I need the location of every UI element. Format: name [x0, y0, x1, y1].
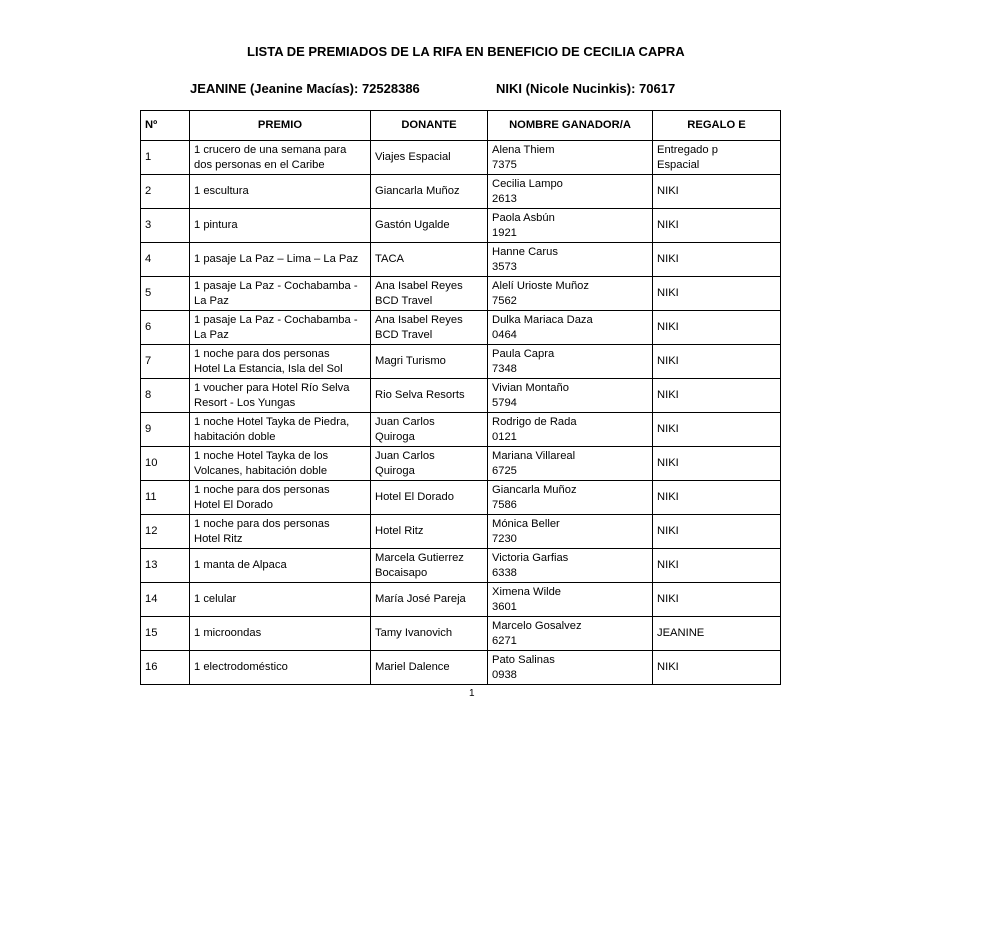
- header-no: Nº: [141, 111, 190, 141]
- cell-ganador-line: Hanne Carus: [492, 245, 558, 258]
- cell-ganador: [488, 515, 653, 549]
- cell-premio: [190, 311, 371, 345]
- cell-premio-line: 1 noche para dos personas: [194, 347, 330, 360]
- cell-regalo: [653, 549, 781, 583]
- cell-premio: [190, 345, 371, 379]
- header-premio: PREMIO: [190, 111, 371, 141]
- cell-ganador-line: Victoria Garfias: [492, 551, 569, 564]
- cell-premio-line: 1 manta de Alpaca: [194, 559, 287, 571]
- cell-ganador: [488, 345, 653, 379]
- cell-no: 14: [141, 583, 190, 617]
- cell-regalo-line: Espacial: [657, 158, 700, 171]
- table-row: [141, 345, 781, 379]
- prize-table: [140, 110, 781, 685]
- cell-donante-line: Hotel Ritz: [375, 525, 424, 537]
- cell-ganador-line: Marcelo Gosalvez: [492, 619, 582, 632]
- cell-donante-line: Ana Isabel Reyes: [375, 279, 463, 292]
- cell-ganador-line: 7586: [492, 498, 517, 511]
- cell-donante: [371, 447, 488, 481]
- table-header-row: [141, 111, 781, 141]
- cell-regalo-line: NIKI: [657, 185, 679, 197]
- table-row: [141, 651, 781, 685]
- cell-regalo: [653, 379, 781, 413]
- cell-no: 7: [141, 345, 190, 379]
- cell-no: 10: [141, 447, 190, 481]
- cell-ganador-line: Rodrigo de Rada: [492, 415, 577, 428]
- cell-no: 9: [141, 413, 190, 447]
- cell-no: 6: [141, 311, 190, 345]
- cell-premio-line: 1 crucero de una semana para: [194, 143, 347, 156]
- cell-donante: [371, 277, 488, 311]
- contact-jeanine: JEANINE (Jeanine Macías): 72528386: [190, 81, 420, 96]
- cell-regalo: [653, 311, 781, 345]
- table-row: [141, 379, 781, 413]
- cell-premio-line: La Paz: [194, 328, 229, 341]
- cell-premio-line: habitación doble: [194, 430, 276, 443]
- cell-premio-line: 1 escultura: [194, 185, 249, 197]
- cell-premio: [190, 243, 371, 277]
- cell-donante-line: Juan Carlos: [375, 449, 435, 462]
- cell-premio: [190, 583, 371, 617]
- cell-donante-line: Magri Turismo: [375, 355, 446, 367]
- cell-ganador-line: 7348: [492, 362, 517, 375]
- cell-donante: [371, 209, 488, 243]
- cell-donante-line: Tamy Ivanovich: [375, 627, 453, 639]
- cell-premio: [190, 379, 371, 413]
- cell-donante-line: BCD Travel: [375, 294, 433, 307]
- header-ganador: NOMBRE GANADOR/A: [488, 111, 653, 141]
- cell-ganador-line: Vivian Montaño: [492, 381, 569, 394]
- cell-regalo-line: NIKI: [657, 219, 679, 231]
- cell-donante-line: BCD Travel: [375, 328, 433, 341]
- cell-donante-line: Giancarla Muñoz: [375, 185, 460, 197]
- cell-premio: [190, 481, 371, 515]
- table-row: [141, 515, 781, 549]
- cell-donante: [371, 345, 488, 379]
- cell-ganador: [488, 413, 653, 447]
- cell-donante: [371, 549, 488, 583]
- table-row: [141, 243, 781, 277]
- cell-donante-line: Quiroga: [375, 430, 415, 443]
- cell-regalo: [653, 413, 781, 447]
- cell-regalo: [653, 277, 781, 311]
- cell-premio-line: 1 noche Hotel Tayka de los: [194, 449, 329, 462]
- cell-ganador: [488, 617, 653, 651]
- page-title: LISTA DE PREMIADOS DE LA RIFA EN BENEFICIO DE CECILIA CAPRA: [247, 44, 685, 59]
- cell-premio: [190, 413, 371, 447]
- cell-no: 13: [141, 549, 190, 583]
- cell-no: 4: [141, 243, 190, 277]
- cell-no: 2: [141, 175, 190, 209]
- cell-regalo-line: NIKI: [657, 287, 679, 299]
- cell-ganador: [488, 311, 653, 345]
- cell-ganador: [488, 243, 653, 277]
- cell-premio-line: 1 voucher para Hotel Río Selva: [194, 381, 350, 394]
- cell-regalo: [653, 583, 781, 617]
- cell-no: 11: [141, 481, 190, 515]
- cell-premio-line: Resort - Los Yungas: [194, 396, 296, 409]
- cell-ganador-line: 3573: [492, 260, 517, 273]
- cell-premio-line: dos personas en el Caribe: [194, 158, 325, 171]
- cell-regalo-line: NIKI: [657, 525, 679, 537]
- cell-regalo: [653, 651, 781, 685]
- cell-ganador-line: Paula Capra: [492, 347, 555, 360]
- cell-ganador: [488, 549, 653, 583]
- cell-premio: [190, 447, 371, 481]
- cell-donante-line: Ana Isabel Reyes: [375, 313, 463, 326]
- cell-premio-line: 1 microondas: [194, 627, 262, 639]
- cell-no: 16: [141, 651, 190, 685]
- cell-ganador-line: 1921: [492, 226, 517, 239]
- cell-premio-line: 1 noche Hotel Tayka de Piedra,: [194, 415, 350, 428]
- cell-regalo: [653, 141, 781, 175]
- cell-ganador-line: 7562: [492, 294, 517, 307]
- cell-donante-line: TACA: [375, 253, 405, 265]
- cell-premio: [190, 209, 371, 243]
- cell-regalo: [653, 243, 781, 277]
- cell-premio-line: 1 electrodoméstico: [194, 661, 288, 673]
- cell-ganador-line: Alena Thiem: [492, 143, 555, 156]
- cell-regalo-line: JEANINE: [657, 627, 705, 639]
- cell-donante-line: Mariel Dalence: [375, 661, 450, 673]
- cell-donante: [371, 243, 488, 277]
- cell-premio-line: 1 celular: [194, 593, 237, 605]
- cell-regalo-line: Entregado p: [657, 143, 718, 156]
- cell-regalo-line: NIKI: [657, 389, 679, 401]
- cell-ganador-line: 7230: [492, 532, 517, 545]
- cell-ganador-line: Cecilia Lampo: [492, 177, 563, 190]
- table-row: [141, 277, 781, 311]
- cell-donante: [371, 617, 488, 651]
- cell-ganador-line: 6338: [492, 566, 517, 579]
- cell-ganador: [488, 209, 653, 243]
- contacts-line: [190, 81, 676, 96]
- cell-regalo-line: NIKI: [657, 457, 679, 469]
- cell-donante: [371, 141, 488, 175]
- cell-ganador-line: 3601: [492, 600, 517, 613]
- cell-donante: [371, 481, 488, 515]
- header-donante: DONANTE: [371, 111, 488, 141]
- cell-donante-line: Juan Carlos: [375, 415, 435, 428]
- cell-no: 8: [141, 379, 190, 413]
- cell-ganador-line: 6725: [492, 464, 517, 477]
- cell-ganador-line: Mariana Villareal: [492, 449, 576, 462]
- cell-donante: [371, 515, 488, 549]
- cell-donante: [371, 175, 488, 209]
- table-row: [141, 583, 781, 617]
- cell-donante: [371, 651, 488, 685]
- cell-regalo: [653, 481, 781, 515]
- cell-regalo: [653, 345, 781, 379]
- cell-ganador: [488, 175, 653, 209]
- cell-ganador-line: Ximena Wilde: [492, 585, 562, 598]
- page-number: 1: [469, 688, 475, 699]
- table-row: [141, 141, 781, 175]
- cell-regalo: [653, 175, 781, 209]
- cell-ganador: [488, 481, 653, 515]
- cell-donante: [371, 583, 488, 617]
- table-row: [141, 447, 781, 481]
- cell-ganador-line: Dulka Mariaca Daza: [492, 313, 593, 326]
- cell-premio-line: 1 pasaje La Paz – Lima – La Paz: [194, 253, 359, 265]
- cell-ganador: [488, 583, 653, 617]
- cell-donante-line: Hotel El Dorado: [375, 491, 454, 503]
- table-row: [141, 413, 781, 447]
- cell-ganador-line: 2613: [492, 192, 517, 205]
- contact-niki: NIKI (Nicole Nucinkis): 70617: [496, 81, 676, 96]
- cell-donante: [371, 413, 488, 447]
- cell-ganador-line: Paola Asbún: [492, 211, 555, 224]
- cell-regalo-line: NIKI: [657, 593, 679, 605]
- cell-ganador-line: Giancarla Muñoz: [492, 483, 577, 496]
- cell-ganador-line: 0121: [492, 430, 517, 443]
- cell-ganador-line: 6271: [492, 634, 517, 647]
- cell-donante-line: Marcela Gutierrez: [375, 551, 464, 564]
- cell-no: 15: [141, 617, 190, 651]
- cell-premio-line: 1 noche para dos personas: [194, 517, 330, 530]
- cell-premio-line: 1 noche para dos personas: [194, 483, 330, 496]
- table-row: [141, 549, 781, 583]
- cell-premio-line: La Paz: [194, 294, 229, 307]
- cell-premio-line: 1 pasaje La Paz - Cochabamba -: [194, 313, 358, 326]
- cell-donante-line: Rio Selva Resorts: [375, 389, 465, 401]
- cell-no: 12: [141, 515, 190, 549]
- cell-donante-line: Quiroga: [375, 464, 415, 477]
- cell-ganador: [488, 447, 653, 481]
- cell-regalo-line: NIKI: [657, 423, 679, 435]
- cell-premio: [190, 617, 371, 651]
- cell-ganador: [488, 651, 653, 685]
- cell-ganador-line: 7375: [492, 158, 517, 171]
- cell-donante: [371, 379, 488, 413]
- cell-premio-line: Volcanes, habitación doble: [194, 464, 328, 477]
- cell-regalo-line: NIKI: [657, 491, 679, 503]
- cell-premio-line: Hotel La Estancia, Isla del Sol: [194, 362, 343, 375]
- cell-regalo-line: NIKI: [657, 559, 679, 571]
- cell-premio-line: Hotel El Dorado: [194, 498, 273, 511]
- cell-regalo-line: NIKI: [657, 355, 679, 367]
- cell-premio-line: 1 pintura: [194, 219, 238, 231]
- table-row: [141, 175, 781, 209]
- cell-premio-line: 1 pasaje La Paz - Cochabamba -: [194, 279, 358, 292]
- cell-regalo: [653, 515, 781, 549]
- cell-ganador: [488, 379, 653, 413]
- cell-ganador-line: Mónica Beller: [492, 517, 560, 530]
- cell-ganador: [488, 141, 653, 175]
- cell-no: 5: [141, 277, 190, 311]
- cell-regalo: [653, 447, 781, 481]
- cell-regalo: [653, 617, 781, 651]
- cell-premio: [190, 175, 371, 209]
- cell-ganador-line: 0938: [492, 668, 517, 681]
- table-row: [141, 617, 781, 651]
- cell-ganador: [488, 277, 653, 311]
- cell-premio: [190, 515, 371, 549]
- cell-donante-line: Bocaisapo: [375, 566, 428, 579]
- cell-no: 3: [141, 209, 190, 243]
- cell-donante-line: María José Pareja: [375, 593, 466, 605]
- cell-regalo-line: NIKI: [657, 661, 679, 673]
- cell-premio: [190, 277, 371, 311]
- cell-ganador-line: 0464: [492, 328, 517, 341]
- cell-no: 1: [141, 141, 190, 175]
- table-row: [141, 311, 781, 345]
- cell-premio: [190, 651, 371, 685]
- cell-ganador-line: Alelí Urioste Muñoz: [492, 279, 589, 292]
- cell-regalo-line: NIKI: [657, 253, 679, 265]
- cell-premio: [190, 549, 371, 583]
- cell-donante: [371, 311, 488, 345]
- cell-regalo-line: NIKI: [657, 321, 679, 333]
- cell-regalo: [653, 209, 781, 243]
- header-regalo: REGALO E: [653, 111, 781, 141]
- table-row: [141, 481, 781, 515]
- table-row: [141, 209, 781, 243]
- cell-ganador-line: Pato Salinas: [492, 653, 555, 666]
- cell-donante-line: Gastón Ugalde: [375, 219, 450, 231]
- cell-ganador-line: 5794: [492, 396, 517, 409]
- cell-donante-line: Viajes Espacial: [375, 151, 451, 163]
- cell-premio-line: Hotel Ritz: [194, 532, 243, 545]
- cell-premio: [190, 141, 371, 175]
